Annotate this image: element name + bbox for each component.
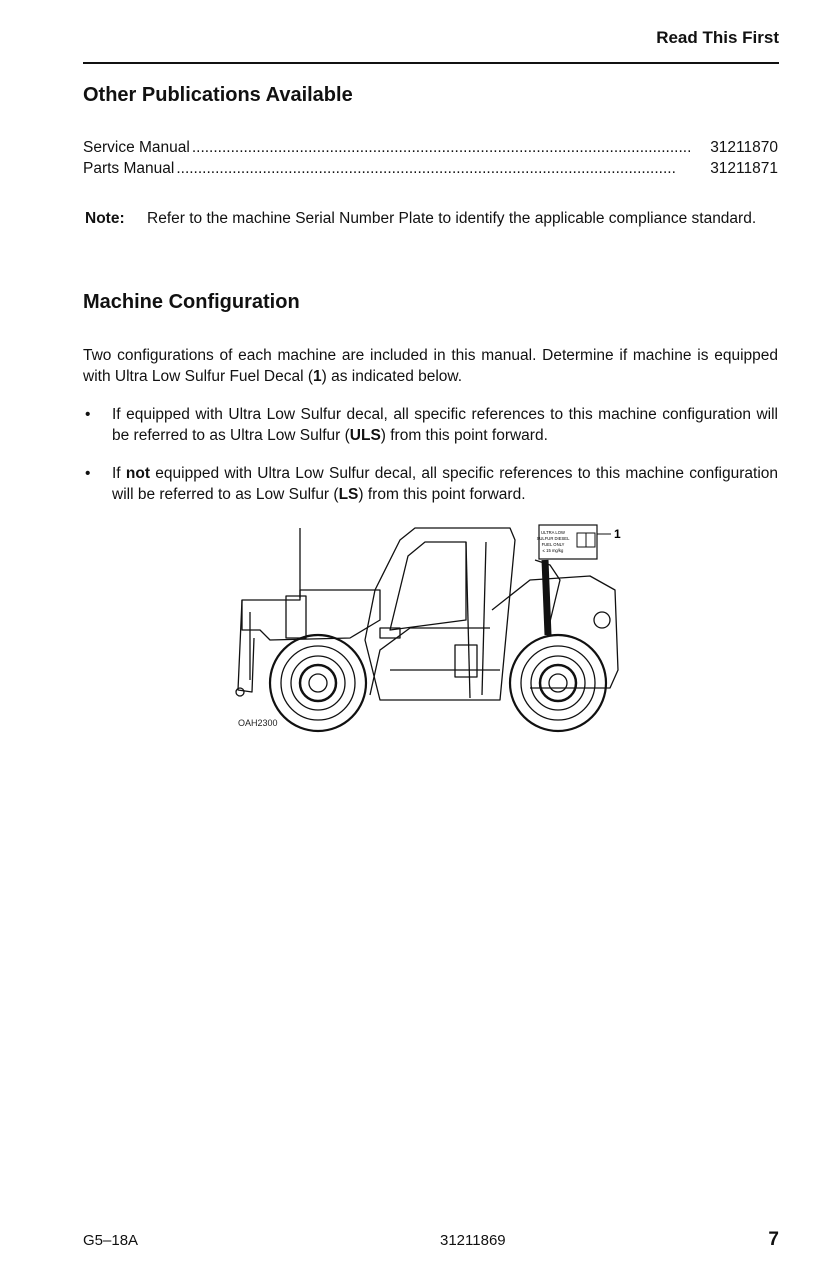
publication-number: 31211870 <box>710 139 778 156</box>
note-text: Refer to the machine Serial Number Plate to identify the applicable compliance standard. <box>147 210 757 227</box>
running-header: Read This First <box>656 28 779 47</box>
dot-leader: .................................................................................................................... <box>176 160 676 177</box>
list-item <box>83 463 778 505</box>
footer-model: G5–18A <box>83 1232 139 1249</box>
svg-text:ULTRA LOW: ULTRA LOW <box>541 530 565 535</box>
svg-text:≤ 15 mg/kg: ≤ 15 mg/kg <box>542 548 564 553</box>
publication-number: 31211871 <box>710 160 778 177</box>
publication-row <box>83 158 778 179</box>
page-number: 7 <box>768 1229 779 1250</box>
header-rule <box>83 62 779 64</box>
note-label: Note: <box>85 210 125 227</box>
callout-number: 1 <box>614 527 621 541</box>
publication-row <box>83 137 778 158</box>
svg-text:FUEL ONLY: FUEL ONLY <box>541 542 565 547</box>
abbreviation: ULS <box>349 427 381 444</box>
telehandler-illustration <box>230 520 630 735</box>
bullet-icon: • <box>85 406 91 423</box>
bullet-text: If not equipped with Ultra Low Sulfur decal, all specific references to this machine configuration will be referred to as Low Sulfur (LS) from this point forward. <box>112 465 778 503</box>
emphasis: not <box>125 465 151 482</box>
dot-leader: .................................................................................................................... <box>191 139 692 156</box>
publications-heading: Other Publications Available <box>83 84 353 106</box>
footer-doc-number: 31211869 <box>440 1232 506 1249</box>
configuration-intro: Two configurations of each machine are included in this manual. Determine if machine is equipped with Ultra Low Sulfur Fuel Decal (1) as indicated below. <box>83 347 778 385</box>
figure-id: OAH2300 <box>238 718 278 728</box>
publication-label: Service Manual <box>83 139 190 156</box>
abbreviation: LS <box>338 486 359 503</box>
callout-reference: 1 <box>313 368 322 385</box>
bullet-icon: • <box>85 465 91 482</box>
svg-text:SULFUR DIESEL: SULFUR DIESEL <box>536 536 570 541</box>
publication-label: Parts Manual <box>83 160 175 177</box>
note-block <box>85 208 778 229</box>
fuel-decal <box>537 525 611 635</box>
configuration-heading: Machine Configuration <box>83 291 300 313</box>
bullet-text: If equipped with Ultra Low Sulfur decal, all specific references to this machine configuration will be referred to as Ultra Low Sulfur (ULS) from this point forward. <box>112 406 778 444</box>
list-item <box>83 404 778 446</box>
